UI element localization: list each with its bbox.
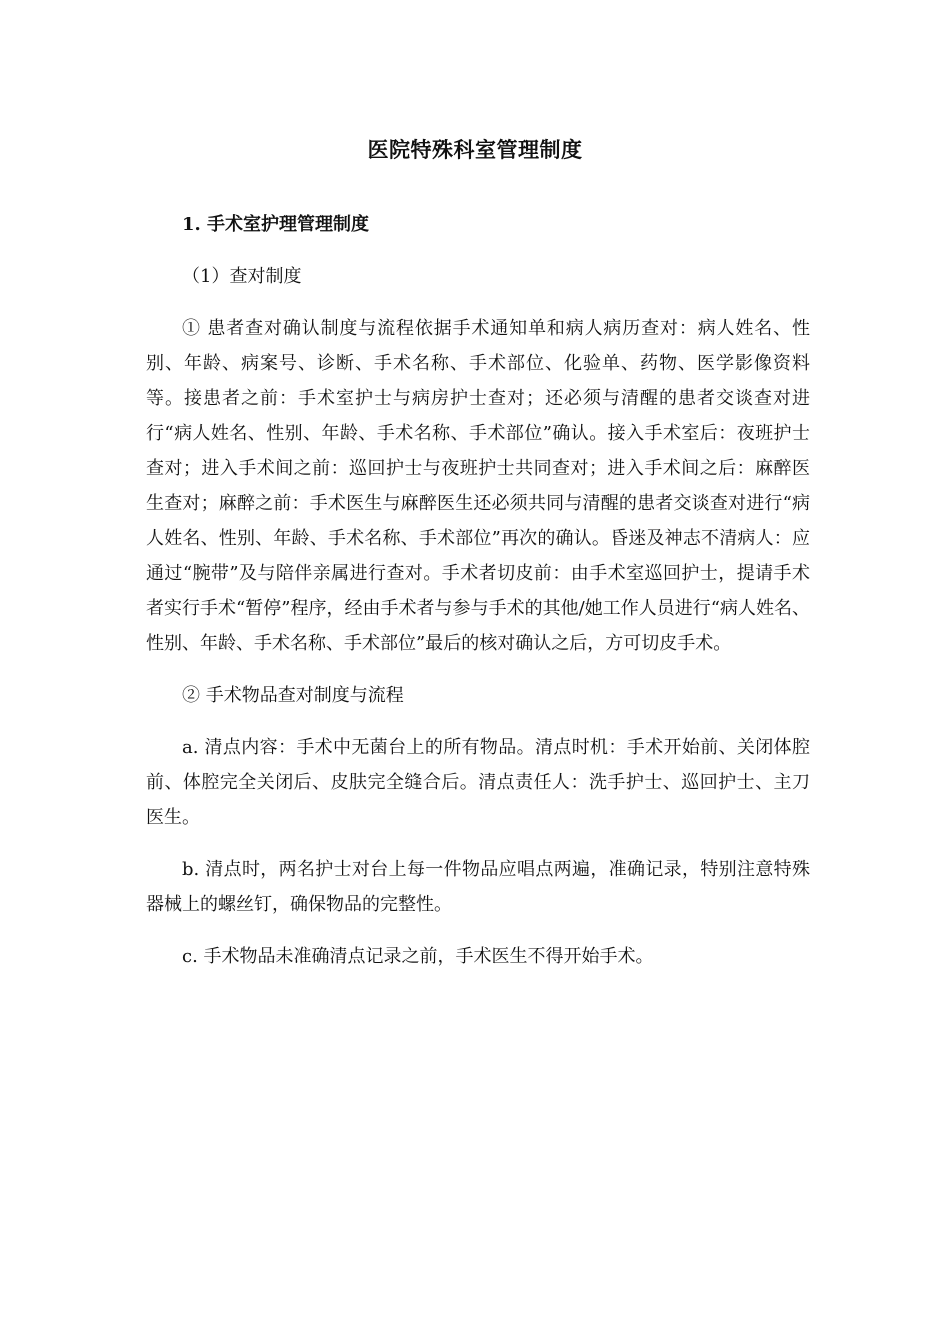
paragraph-item-check-a: a. 清点内容：手术中无菌台上的所有物品。清点时机：手术开始前、关闭体腔前、体腔完全关闭后、皮肤完全缝合后。清点责任人：洗手护士、巡回护士、主刀医生。 [146,737,810,828]
paragraph-patient-verification: ① 患者查对确认制度与流程依据手术通知单和病人病历查对：病人姓名、性别、年龄、病案号、诊断、手术名称、手术部位、化验单、药物、医学影像资料等。接患者之前：手术室护士与病房护士查对；还必须与清醒的患者交谈查对进行“病人姓名、性别、年龄、手术名称、手术部位”确认。接入手术室后：夜班护士查对；进入手术间之前：巡回护士与夜班护士共同查对；进入手术间之后：麻醉医生查对；麻醉之前：手术医生与麻醉医生还必须共同与清醒的患者交谈查对进行“病人姓名、性别、年龄、手术名称、手术部位”再次的确认。昏迷及神志不清病人：应通过“腕带”及与陪伴亲属进行查对。手术者切皮前：由手术室巡回护士，提请手术者实行手术“暂停”程序，经由手术者与参与手术的其他/她工作人员进行“病人姓名、性别、年龄、手术名称、手术部位”最后的核对确认之后，方可切皮手术。 [146,318,810,654]
document-title: 医院特殊科室管理制度 [367,137,583,162]
paragraph-item-check-b: b. 清点时，两名护士对台上每一件物品应唱点两遍，准确记录，特别注意特殊器械上的螺丝钉，确保物品的完整性。 [146,859,810,915]
paragraph-item-check-c: c. 手术物品未准确清点记录之前，手术医生不得开始手术。 [182,946,654,967]
section-heading: 1. 手术室护理管理制度 [182,214,370,235]
subsection-heading: （1）查对制度 [182,266,302,287]
paragraph-item-check-heading: ② 手术物品查对制度与流程 [182,685,404,706]
document-body [146,207,810,991]
